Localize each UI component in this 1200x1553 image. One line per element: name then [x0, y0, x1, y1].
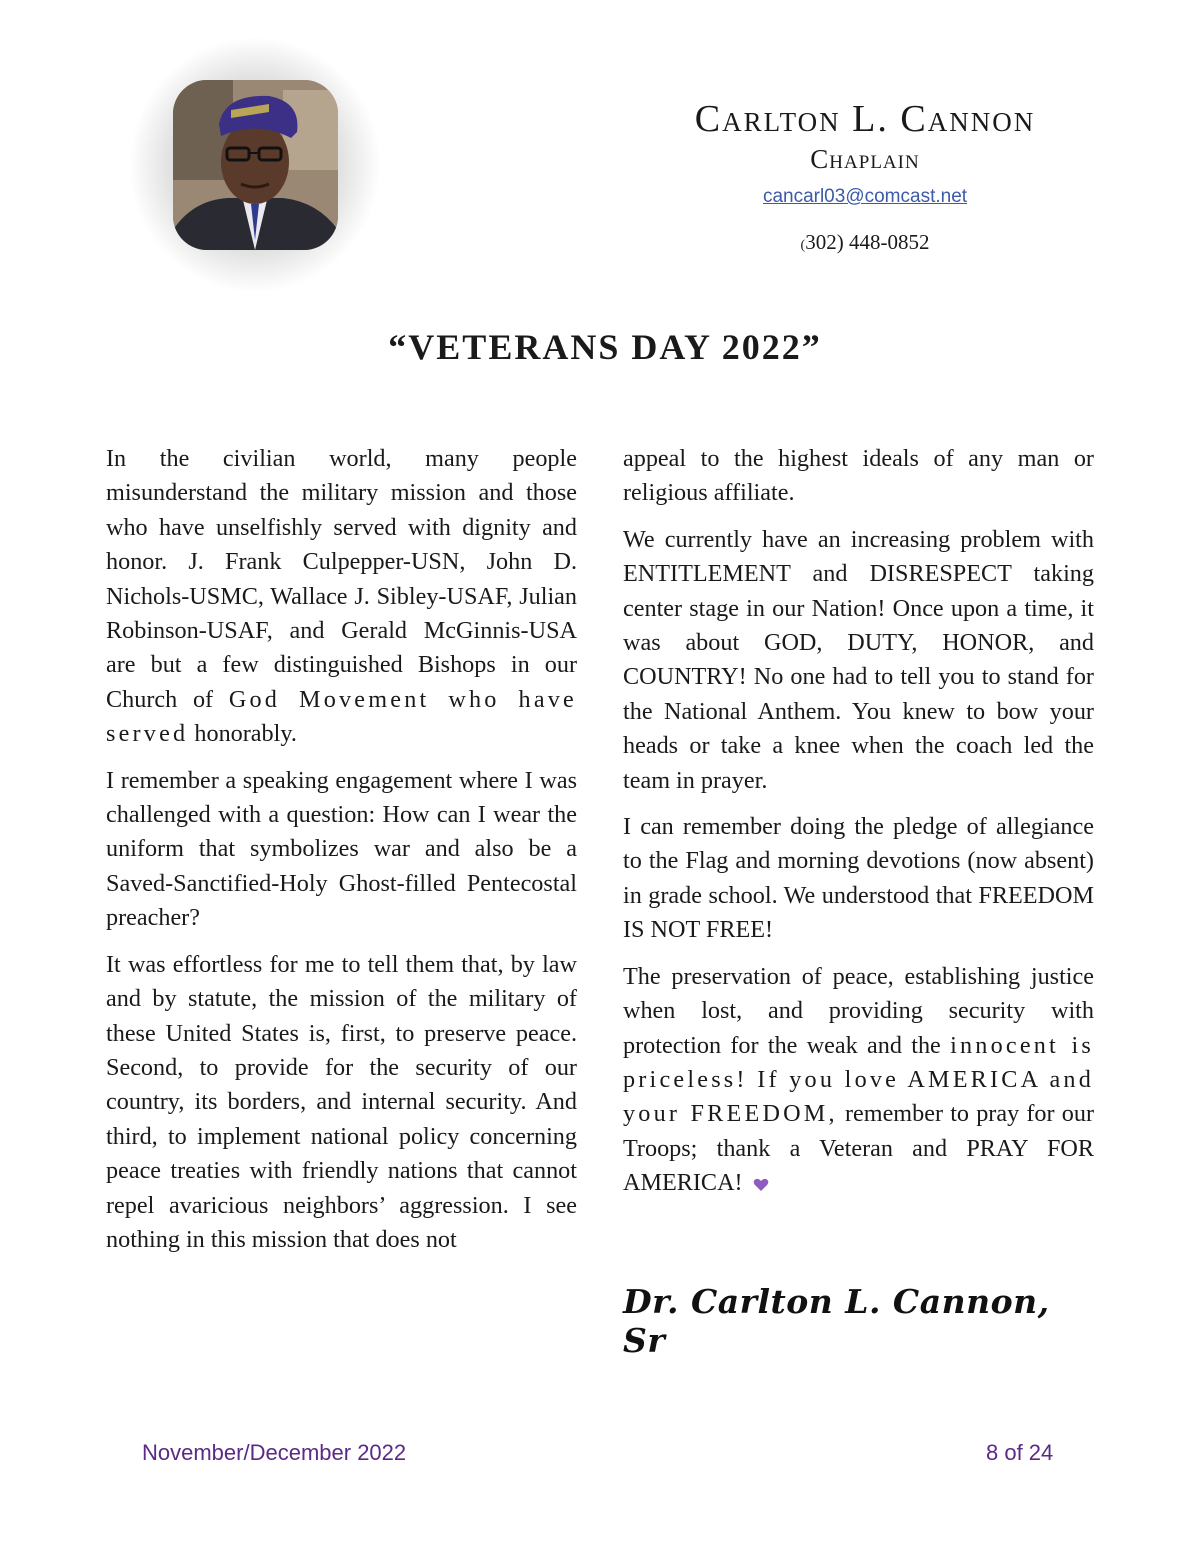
article-title: “VETERANS DAY 2022”: [388, 327, 822, 367]
paragraph: It was effortless for me to tell them that, by law and by statute, the mission of the military of these United States is, first, to preserve peace. Second, to provide for the security of our country, its borders, and internal security. And third, to implement national policy concerning peace treaties with friendly nations that cannot repel avaricious neighbors’ aggression. I see nothing in this mission that does not: [106, 950, 577, 1253]
footer-page-number: 8 of 24: [986, 1440, 1054, 1465]
signature: Dr. Carlton L. Cannon, Sr: [623, 1282, 1050, 1360]
paragraph-text-spaced: God Movement who have served: [106, 685, 577, 748]
right-column: [623, 442, 1094, 1213]
phone-digits: 302) 448-0852: [805, 230, 930, 254]
left-column: [106, 442, 577, 1269]
phone-number: [600, 230, 1130, 255]
paragraph-text: remember to pray for our Troops; thank a Veteran and PRAY FOR AMERICA!: [623, 1100, 1095, 1197]
footer-issue-date: November/December 2022: [142, 1440, 407, 1465]
chaplain-portrait-photo: [173, 80, 338, 250]
portrait-illustration: [173, 80, 338, 250]
paragraph: I can remember doing the pledge of allegiance to the Flag and morning devotions (now absent) in grade school. We understood that FREEDOM IS NOT FREE!: [623, 813, 1094, 944]
contact-header: [600, 96, 1130, 255]
paragraph: appeal to the highest ideals of any man or religious affiliate.: [623, 445, 1094, 507]
phone-paren: (: [800, 238, 806, 253]
paragraph: We currently have an increasing problem with ENTITLEMENT and DISRESPECT taking center stage in our Nation! Once upon a time, it was about GOD, DUTY, HONOR, and COUNTRY! No one had to tell you to stand for the National Anthem. You knew to bow your heads or take a knee when the coach led the team in prayer.: [623, 525, 1094, 794]
paragraph-text-spaced: innocent is priceless! If you love AMERICA and your FREEDOM,: [623, 1031, 1094, 1128]
paragraph-text: The preservation of peace, establishing justice when lost, and providing security with protection for the weak and the: [623, 962, 1094, 1059]
paragraph-text: In the civilian world, many people misunderstand the military mission and those who have unselfishly served with dignity and honor. J. Frank Culpepper-USN, John D. Nichols-USMC, Wallace J. Sibley-USAF, Julian Robinson-USAF, and Gerald McGinnis-USA are but a few distinguished Bishops in our Church of: [106, 445, 577, 713]
purple-heart-icon: [753, 1178, 769, 1192]
paragraph: [623, 960, 1094, 1201]
paragraph: [106, 442, 577, 752]
author-name: Carlton L. Cannon: [694, 98, 1036, 140]
author-role: Chaplain: [810, 144, 920, 174]
paragraph-text: honorably.: [194, 720, 297, 748]
portrait-vignette: [128, 36, 382, 294]
email-link[interactable]: cancarl03@comcast.net: [762, 186, 968, 207]
paragraph: I remember a speaking engagement where I was challenged with a question: How can I wear the uniform that symbolizes war and also be a Saved-Sanctified-Holy Ghost-filled Pentecostal preacher?: [106, 766, 577, 932]
